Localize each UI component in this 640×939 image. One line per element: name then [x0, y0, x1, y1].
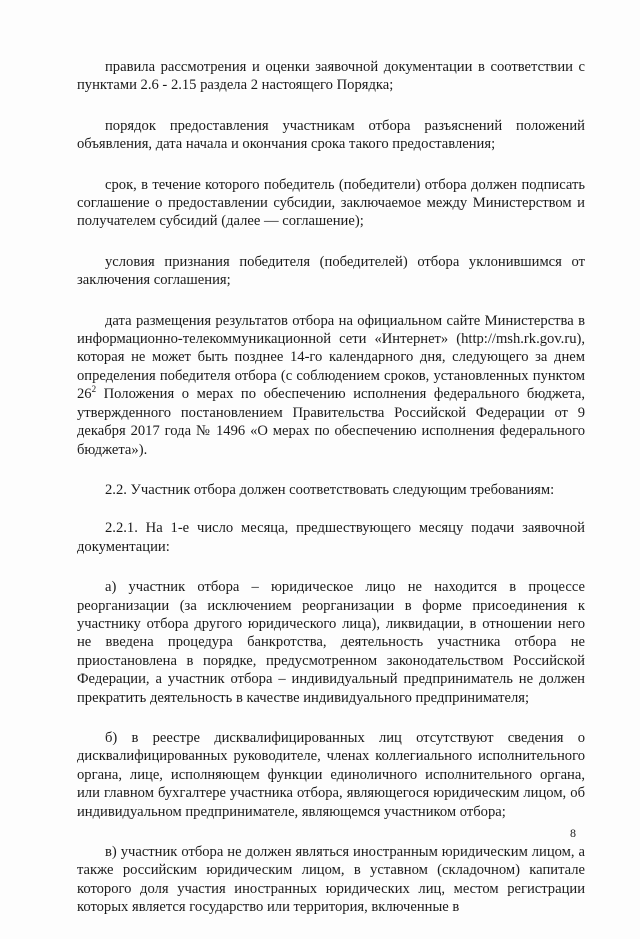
paragraph-agreement-deadline: срок, в течение которого победитель (победители) отбора должен подписать соглашение о предоставлении субсидии, заключаемое между Министерством и получателем субсидий (далее — соглашение);: [77, 176, 585, 230]
paragraph-results-publication: [77, 312, 585, 459]
paragraph-evasion-conditions: условия признания победителя (победителей) отбора уклонившимся от заключения соглашения;: [77, 253, 585, 289]
results-publication-text: дата размещения результатов отбора на официальном сайте Министерства в информационно-телекоммуникационной сети «Интернет» (http://msh.rk.gov.ru), которая не может быть позднее 14-го календарного дня, следующего за днем определения победителя отбора (с соблюдением сроков, установленных пунктом 26: [77, 312, 585, 403]
superscript-marker: 2: [91, 384, 97, 395]
paragraph-evaluation-rules: правила рассмотрения и оценки заявочной документации в соответствии с пунктами 2.6 - 2.15 раздела 2 настоящего Порядка;: [77, 59, 585, 94]
paragraph-requirement-b: б) в реестре дисквалифицированных лиц отсутствуют сведения о дисквалифицированных руководителе, членах коллегиального исполнительного органа, лице, исполняющем функции единоличного исполнительного органа, или главном бухгалтере участника отбора, являющегося юридическим лицом, об индивидуальном предпринимателе, являющемся участником отбора;: [77, 729, 585, 820]
paragraph-requirement-v: в) участник отбора не должен являться иностранным юридическим лицом, а также российским юридическим лицом, в уставном (складочном) капитале которого доля участия иностранных юридических лиц, местом регистрации которых является государство или территория, включенные в: [77, 844, 585, 916]
paragraph-section-2-2-1: 2.2.1. На 1-е число месяца, предшествующего месяцу подачи заявочной документации:: [77, 520, 585, 555]
paragraph-requirement-a: а) участник отбора – юридическое лицо не находится в процессе реорганизации (за исключением реорганизации в форме присоединения к участнику отбора другого юридического лица), ликвидации, в отношении него не введена процедура банкротства, деятельность участника отбора не приостановлена в порядке, предусмотренном законодательством Российской Федерации, а участник отбора – индивидуальный предприниматель не должен прекратить деятельность в качестве индивидуального предпринимателя;: [77, 579, 585, 706]
results-publication-text-continued: Положения о мерах по обеспечению исполнения федерального бюджета, утвержденного постановлением Правительства Российской Федерации от 9 декабря 2017 года № 1496 «О мерах по обеспечению исполнения федерального бюджета»).: [77, 386, 585, 458]
paragraph-clarification-procedure: порядок предоставления участникам отбора разъяснений положений объявления, дата начала и окончания срока такого предоставления;: [77, 117, 585, 153]
paragraph-section-2-2: 2.2. Участник отбора должен соответствовать следующим требованиям:: [105, 481, 555, 498]
page-number: 8: [570, 826, 576, 840]
document-page: [77, 58, 585, 939]
